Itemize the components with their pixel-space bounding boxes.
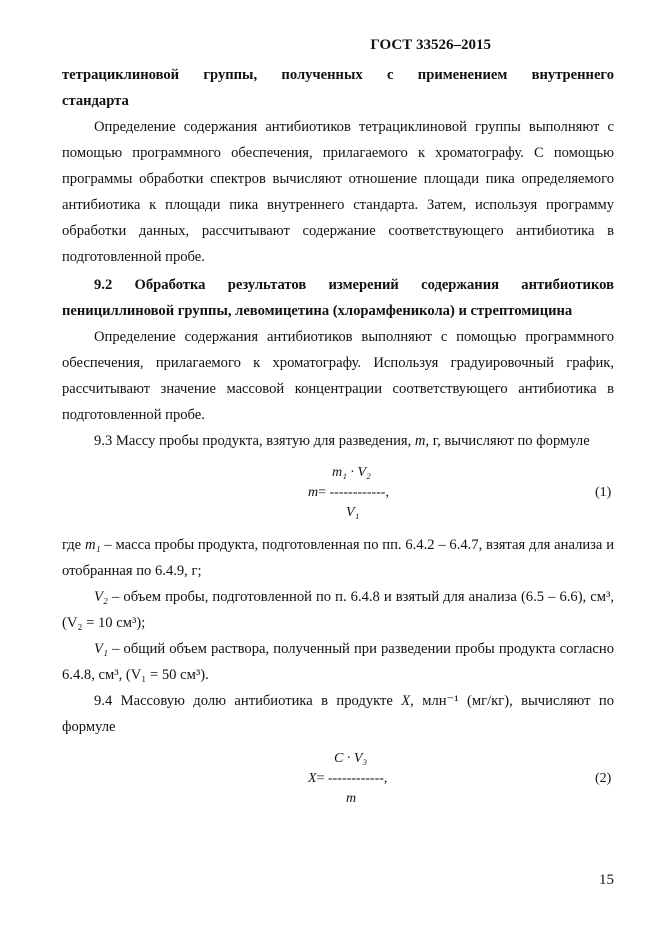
formula-2 <box>62 746 614 808</box>
document-body <box>62 62 614 808</box>
section-9-3-where-v1: V₁ – общий объем раствора, полученный при разведении пробы продукта согласно 6.4.8, см³, (V₁ = 50 см³). <box>62 641 614 683</box>
section-9-3-where-m1: где m₁ – масса пробы продукта, подготовленная по пп. 6.4.2 – 6.4.7, взятая для анализа и отобранная по 6.4.9, г; <box>62 537 615 579</box>
formula-2-denominator: m <box>346 791 357 806</box>
formula-1 <box>62 460 614 522</box>
section-9-3-where-v2: V₂ – объем пробы, подготовленной по п. 6.4.8 и взятый для анализа (6.5 – 6.6), см³, (V₂ = 10 см³); <box>62 589 614 631</box>
section-9-3-intro: 9.3 Массу пробы продукта, взятую для разведения, m, г, вычисляют по формуле <box>94 433 590 449</box>
section-9-1-heading-line2: стандарта <box>62 93 129 109</box>
formula-1-denominator: V₁ <box>346 505 360 520</box>
section-9-1-heading-line1: тетрациклиновой группы, полученных с применением внутреннего <box>62 67 614 83</box>
formula-2-equals-line: X= ------------, <box>308 771 388 786</box>
page-number: 15 <box>599 872 614 888</box>
formula-1-number: (1) <box>595 485 612 500</box>
formula-1-equals-line: m= ------------, <box>308 485 389 500</box>
standard-code-header: ГОСТ 33526–2015 <box>370 37 491 53</box>
section-9-2-body: Определение содержания антибиотиков выполняют с помощью программного обеспечения, прилагаемого к хроматографу. Используя градуировочный график, рассчитывают значение массовой концентрации соответствующего антибиотика в подготовленной пробе. <box>62 329 614 423</box>
section-9-4-intro: 9.4 Массовую долю антибиотика в продукте X, млн⁻¹ (мг/кг), вычисляют по формуле <box>62 693 614 735</box>
section-9-2-heading: 9.2 Обработка результатов измерений содержания антибиотиков пенициллиновой группы, левомицетина (хлорамфеникола) и стрептомицина <box>62 277 614 319</box>
formula-2-numerator: C · V₃ <box>334 751 368 766</box>
formula-1-numerator: m₁ · V₂ <box>332 465 371 480</box>
formula-2-number: (2) <box>595 771 612 786</box>
section-9-1-body: Определение содержания антибиотиков тетрациклиновой группы выполняют с помощью программного обеспечения, прилагаемого к хроматографу. С помощью программы обработки спектров вычисляют отношение площади пика определяемого антибиотика к площади пика внутреннего стандарта. Затем, используя программу обработки данных, рассчитывают содержание соответствующего антибиотика в подготовленной пробе. <box>62 119 614 265</box>
